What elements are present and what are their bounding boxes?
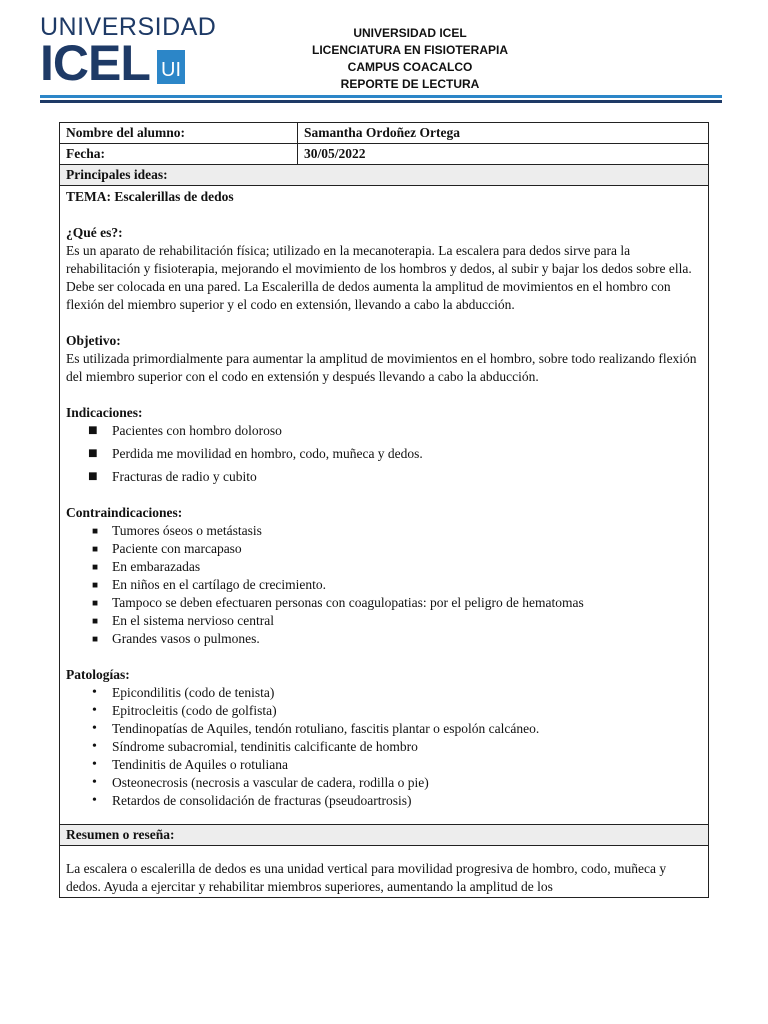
header-divider-dark xyxy=(40,100,722,103)
list-item: ■ En niños en el cartílago de crecimiento. xyxy=(66,576,702,594)
logo-word-universidad: UNIVERSIDAD xyxy=(40,13,217,41)
indications-heading: Indicaciones: xyxy=(66,405,143,420)
main-ideas-content xyxy=(60,186,709,825)
logo-word-icel: ICEL xyxy=(40,35,150,91)
list-item: • Epicondilitis (codo de tenista) xyxy=(92,685,275,700)
list-item: • Tendinitis de Aquiles o rotuliana xyxy=(92,757,289,772)
list-item: • Retardos de consolidación de fracturas (pseudoartrosis) xyxy=(92,793,412,808)
contraindications-heading: Contraindicaciones: xyxy=(66,505,183,520)
header-campus: CAMPUS COACALCO xyxy=(347,60,473,74)
square-bullet-icon: ■ xyxy=(88,468,98,485)
summary-label-row xyxy=(60,825,709,846)
header-university: UNIVERSIDAD ICEL xyxy=(353,26,467,40)
student-label: Nombre del alumno: xyxy=(60,123,298,144)
list-item: ■ Tumores óseos o metástasis xyxy=(66,522,702,540)
report-table xyxy=(59,122,709,898)
list-item: ■ Grandes vasos o pulmones. xyxy=(66,630,702,648)
square-bullet-icon: ■ xyxy=(92,562,99,573)
document-header xyxy=(250,25,570,93)
dot-bullet-icon: • xyxy=(92,775,97,790)
list-item: ■ Pacientes con hombro doloroso xyxy=(88,422,282,439)
list-item: • Osteonecrosis (necrosis a vascular de cadera, rodilla o pie) xyxy=(92,775,429,790)
dot-bullet-icon: • xyxy=(92,721,97,736)
square-bullet-icon: ■ xyxy=(92,544,99,555)
ideas-label: Principales ideas: xyxy=(60,165,709,186)
what-heading: ¿Qué es?: xyxy=(66,225,123,240)
topic-title: TEMA: Escalerillas de dedos xyxy=(66,189,234,204)
summary-text: La escalera o escalerilla de dedos es una unidad vertical para movilidad progresiva de hombro, codo, muñeca y dedos. Ayuda a ejercitar y rehabilitar miembros superiores, aumentando la amplitud de los xyxy=(60,846,709,898)
square-bullet-icon: ■ xyxy=(92,616,99,627)
university-logo xyxy=(40,13,217,91)
list-item: ■ En el sistema nervioso central xyxy=(66,612,702,630)
list-item: ■ Perdida me movilidad en hombro, codo, muñeca y dedos. xyxy=(88,445,423,462)
content-row xyxy=(60,186,709,825)
pathologies-list xyxy=(66,684,702,810)
objective-text: Es utilizada primordialmente para aumentar la amplitud de movimientos en el hombro, sobre todo realizando flexión del miembro superior con el codo en extensión y después llevando a cabo la abducción. xyxy=(66,351,697,384)
dot-bullet-icon: • xyxy=(92,685,97,700)
list-item: • Epitrocleitis (codo de golfista) xyxy=(92,703,277,718)
date-label: Fecha: xyxy=(60,144,298,165)
list-item: ■ Tampoco se deben efectuaren personas con coagulopatias: por el peligro de hematomas xyxy=(66,594,702,612)
objective-heading: Objetivo: xyxy=(66,333,121,348)
date-row xyxy=(60,144,709,165)
summary-row xyxy=(60,846,709,898)
list-item: ■ Paciente con marcapaso xyxy=(66,540,702,558)
dot-bullet-icon: • xyxy=(92,793,97,808)
list-item: • Síndrome subacromial, tendinitis calcificante de hombro xyxy=(92,739,418,754)
summary-label: Resumen o reseña: xyxy=(60,825,709,846)
square-bullet-icon: ■ xyxy=(88,445,98,462)
square-bullet-icon: ■ xyxy=(92,634,99,645)
dot-bullet-icon: • xyxy=(92,739,97,754)
pathologies-heading: Patologías: xyxy=(66,667,130,682)
what-text: Es un aparato de rehabilitación física; utilizado en la mecanoterapia. La escalera para dedos sirve para la rehabilitación y fisioterapia, mejorando el movimiento de los hombros y dedos, al subir y bajar los dedos sobre ella. Debe ser colocada en una pared. La Escalerilla de dedos aumenta la amplitud de movimientos en el hombro con flexión del miembro superior y el codo en extensión, llevando a cabo la abducción. xyxy=(66,243,692,312)
date-value: 30/05/2022 xyxy=(298,144,709,165)
header-report-type: REPORTE DE LECTURA xyxy=(340,77,480,91)
header-program: LICENCIATURA EN FISIOTERAPIA xyxy=(311,43,508,57)
list-item: ■ Fracturas de radio y cubito xyxy=(88,468,257,485)
student-row xyxy=(60,123,709,144)
indications-list xyxy=(66,422,702,486)
list-item: ■ En embarazadas xyxy=(66,558,702,576)
list-item: • Tendinopatías de Aquiles, tendón rotuliano, fascitis plantar o espolón calcáneo. xyxy=(92,721,540,736)
logo-ui-badge: UI xyxy=(157,50,185,84)
square-bullet-icon: ■ xyxy=(92,526,99,537)
dot-bullet-icon: • xyxy=(92,703,97,718)
square-bullet-icon: ■ xyxy=(88,422,98,439)
contraindications-list xyxy=(66,522,702,648)
student-name: Samantha Ordoñez Ortega xyxy=(298,123,709,144)
square-bullet-icon: ■ xyxy=(92,580,99,591)
ideas-row xyxy=(60,165,709,186)
dot-bullet-icon: • xyxy=(92,757,97,772)
header-divider-light xyxy=(40,95,722,98)
square-bullet-icon: ■ xyxy=(92,598,99,609)
